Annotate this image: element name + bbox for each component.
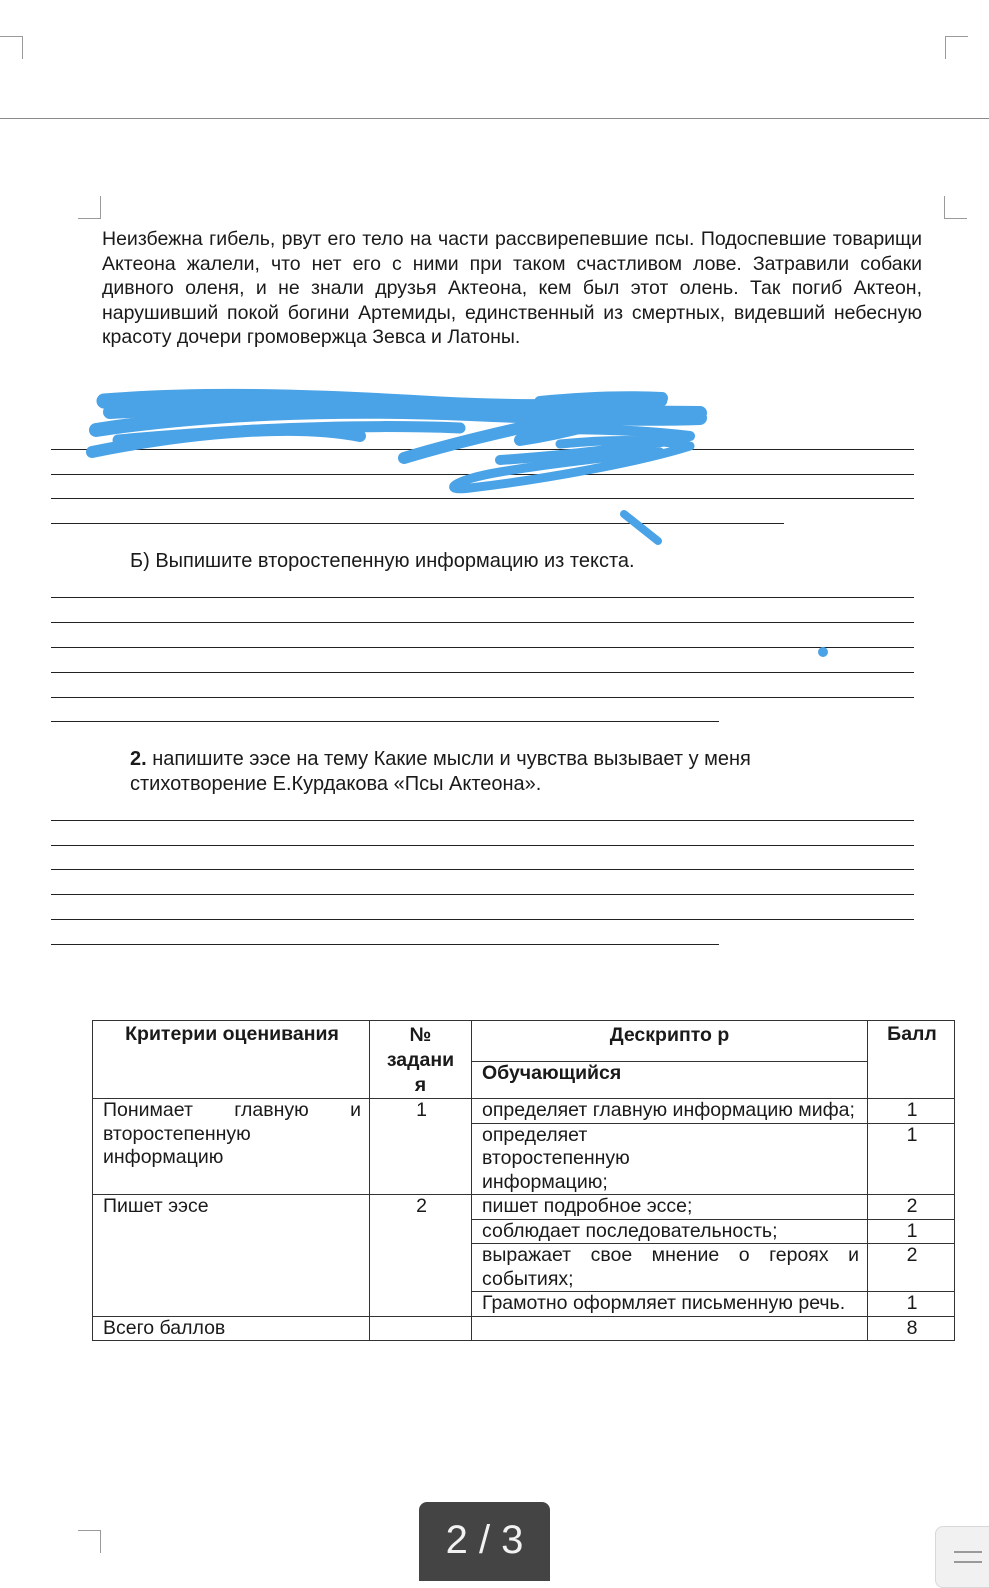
table-total-row (93, 1316, 955, 1341)
criterion-cell: Пишет ээсе (93, 1195, 370, 1317)
score-cell: 2 (868, 1244, 955, 1292)
criteria-table (92, 1020, 955, 1341)
menu-icon (954, 1551, 982, 1553)
descriptor-cell: определяет второстепенную информацию; (472, 1123, 868, 1195)
answer-line (51, 474, 914, 475)
descriptor-cell: пишет подробное эссе; (472, 1195, 868, 1220)
header-descriptor: Дескрипто р (472, 1021, 868, 1062)
score-cell: 1 (868, 1219, 955, 1244)
answer-line (51, 697, 914, 698)
answer-line (51, 498, 914, 499)
descriptor-cell: выражает свое мнение о героях и событиях; (472, 1244, 868, 1292)
crop-mark-bottom-left (78, 1530, 101, 1553)
descriptor-cell: Грамотно оформляет письменную речь. (472, 1292, 868, 1317)
table-header-row (93, 1021, 955, 1062)
crop-mark-body-right (944, 196, 967, 219)
answer-line (51, 449, 914, 450)
total-label: Всего баллов (93, 1316, 370, 1341)
answer-line (51, 622, 914, 623)
myth-passage: Неизбежна гибель, рвут его тело на части рассвирепевшие псы. Подоспевшие товарищи Актеона жалели, что нет его с ними при таком счастливом лове. Затравили собаки дивного оленя, и не знали друзья Актеона, кем был этот олень. Так погиб Актеон, нарушивший покой богини Артемиды, единственный из смертных, видевший небесную красоту дочери громовержца Зевса и Латоны. (102, 228, 922, 348)
score-cell: 2 (868, 1195, 955, 1220)
answer-line (51, 597, 914, 598)
crop-mark-top-left (0, 36, 23, 59)
descriptor-cell: соблюдает последовательность; (472, 1219, 868, 1244)
task-number-cell: 2 (370, 1195, 472, 1317)
task-number-cell: 1 (370, 1099, 472, 1195)
answer-line (51, 944, 719, 945)
header-score: Балл (868, 1021, 955, 1099)
answer-line (51, 869, 914, 870)
answer-line (51, 845, 914, 846)
descriptor-cell: определяет главную информацию мифа; (472, 1099, 868, 1124)
page-divider (0, 118, 989, 119)
header-criteria: Критерии оценивания (93, 1021, 370, 1099)
answer-line (51, 647, 914, 648)
question-2-text: напишите ээсе на тему Какие мысли и чувства вызывает у меня стихотворение Е.Курдакова «Псы Актеона». (130, 748, 751, 795)
empty-cell (472, 1316, 868, 1341)
header-task-number: № задани я (370, 1021, 472, 1099)
crop-mark-top-right (945, 36, 968, 59)
score-cell: 1 (868, 1292, 955, 1317)
question-2 (130, 747, 830, 797)
page-indicator: 2 / 3 (419, 1502, 550, 1581)
answer-line (51, 523, 784, 524)
answer-line (51, 721, 719, 722)
crop-mark-body-left (78, 196, 101, 219)
score-cell: 1 (868, 1123, 955, 1195)
table-row (93, 1099, 955, 1124)
answer-line (51, 919, 914, 920)
score-cell: 1 (868, 1099, 955, 1124)
total-score: 8 (868, 1316, 955, 1341)
question-2-number: 2. (130, 748, 147, 770)
header-student: Обучающийся (472, 1061, 868, 1098)
empty-cell (370, 1316, 472, 1341)
answer-line (51, 672, 914, 673)
answer-line (51, 820, 914, 821)
menu-icon-bar (954, 1561, 982, 1563)
criterion-cell: Понимает главную и второстепенную информацию (93, 1099, 370, 1195)
answer-line (51, 894, 914, 895)
table-row (93, 1195, 955, 1220)
menu-button[interactable] (935, 1526, 989, 1588)
question-b: Б) Выпишите второстепенную информацию из текста. (130, 550, 635, 572)
